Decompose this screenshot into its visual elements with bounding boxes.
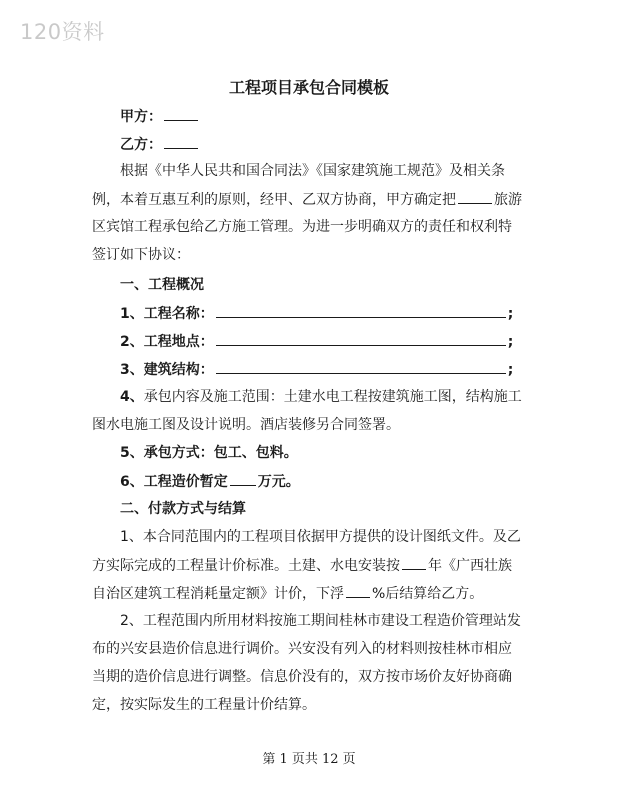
party-a-label: 甲方： — [120, 109, 162, 125]
watermark: 120资料 — [20, 20, 105, 44]
discount-blank — [346, 583, 370, 598]
intro-line-2-end: 旅游 — [494, 192, 522, 208]
cost-blank — [230, 471, 256, 486]
payment-p1-line-3 — [92, 583, 483, 604]
building-structure-line — [120, 359, 513, 380]
payment-p2-line-4: 定，按实际发生的工程量计价结算。 — [92, 697, 316, 713]
party-b-label: 乙方： — [120, 137, 162, 153]
cost-suffix: 万元。 — [257, 474, 300, 490]
payment-p1-line-3b: %后结算给乙方。 — [372, 586, 484, 602]
intro-line-2-text: 例，本着互惠互利的原则，经甲、乙双方协商，甲方确定把 — [92, 192, 456, 208]
cost-prefix: 6、工程造价暂定 — [120, 474, 228, 490]
section2-heading: 二、付款方式与结算 — [120, 501, 246, 517]
scope-number: 4、 — [120, 389, 144, 405]
intro-line-2 — [92, 189, 522, 210]
cost-line — [120, 471, 300, 492]
payment-p2-line-1: 2、工程范围内所用材料按施工期间桂林市建设工程造价管理站发 — [120, 613, 521, 629]
building-structure-end: ; — [507, 362, 514, 378]
project-location-label: 2、工程地点： — [120, 334, 214, 350]
intro-line-3: 区宾馆工程承包给乙方施工管理。为进一步明确双方的责任和权利特 — [92, 219, 512, 235]
section1-heading: 一、工程概况 — [120, 277, 204, 293]
project-location-line — [120, 331, 513, 352]
intro-line-1: 根据《中华人民共和国合同法》《国家建筑施工规范》及相关条 — [120, 163, 505, 179]
project-location-blank — [216, 331, 506, 346]
intro-project-blank — [458, 189, 492, 204]
building-structure-label: 3、建筑结构： — [120, 362, 214, 378]
project-name-blank — [216, 303, 506, 318]
party-b-blank — [164, 134, 198, 149]
payment-p1-line-2a: 方实际完成的工程量计价标准。土建、水电安装按 — [92, 558, 400, 574]
party-a-line — [120, 106, 200, 127]
payment-p1-line-2 — [92, 555, 512, 576]
intro-line-4: 签订如下协议： — [92, 247, 190, 263]
payment-p1-line-3a: 自治区建筑工程消耗量定额》计价，下浮 — [92, 586, 344, 602]
payment-p1-line-1: 1、本合同范围内的工程项目依据甲方提供的设计图纸文件。及乙 — [120, 529, 521, 545]
scope-line-1 — [120, 387, 522, 407]
party-a-blank — [164, 106, 198, 121]
project-name-label: 1、工程名称： — [120, 306, 214, 322]
scope-line-2: 图水电施工图及设计说明。酒店装修另合同签署。 — [92, 417, 400, 433]
party-b-line — [120, 134, 200, 155]
quota-year-blank — [402, 555, 426, 570]
project-location-end: ; — [507, 334, 514, 350]
payment-p2-line-3: 当期的造价信息进行调整。信息价没有的，双方按市场价友好协商确 — [92, 669, 512, 685]
payment-p2-line-2: 布的兴安县造价信息进行调价。兴安没有列入的材料则按桂林市相应 — [92, 641, 512, 657]
project-name-line — [120, 303, 513, 324]
building-structure-blank — [216, 359, 506, 374]
payment-p1-line-2b: 年《广西壮族 — [428, 558, 512, 574]
document-title: 工程项目承包合同模板 — [228, 78, 389, 97]
project-name-end: ; — [507, 306, 514, 322]
page-footer: 第 1 页共 12 页 — [262, 752, 356, 767]
scope-text: 承包内容及施工范围：土建水电工程按建筑施工图，结构施工 — [143, 389, 522, 405]
contract-method: 5、承包方式：包工、包料。 — [120, 445, 298, 461]
